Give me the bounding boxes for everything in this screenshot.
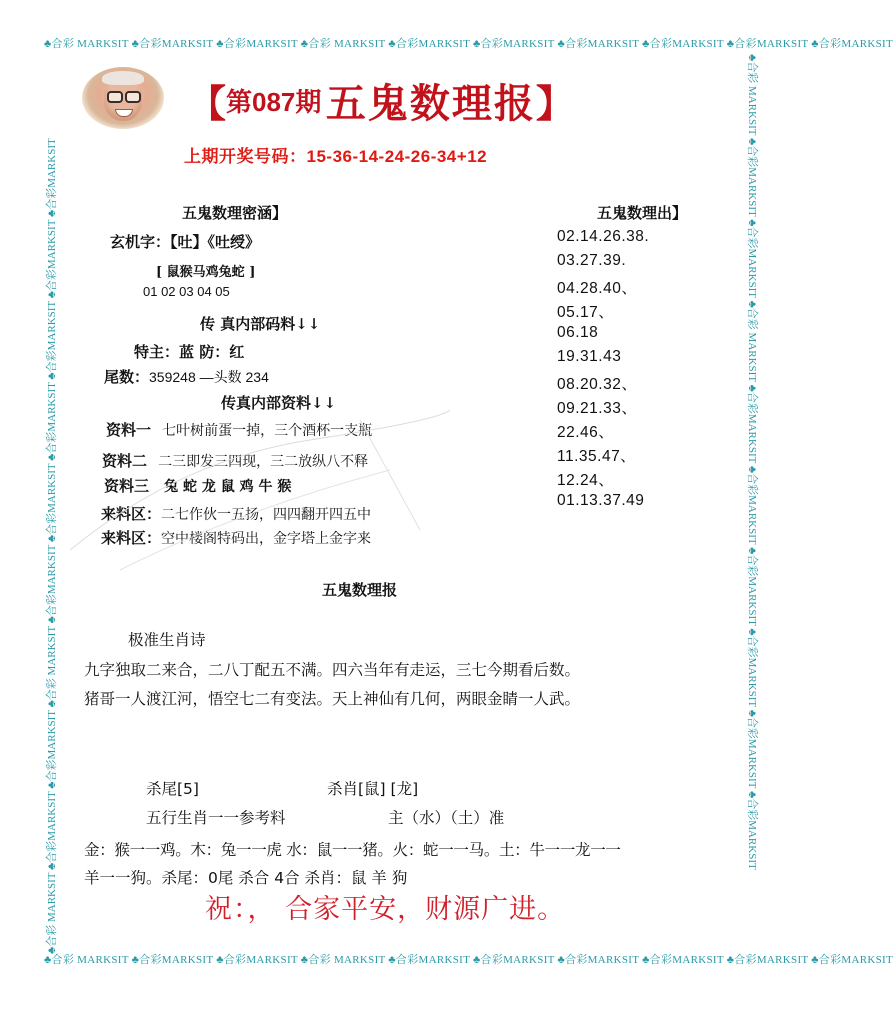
wuxing-label: 五行生肖一一参考料 [146,809,286,827]
material-label: 来料区： [101,505,162,523]
lower-heading: 五鬼数理报 [322,581,398,599]
border-left-text: ♣合彩 MARKSIT ♣合彩MARKSIT ♣合彩MARKSIT ♣合彩 MARKSIT ♣合彩MARKSIT ♣合彩MARKSIT ♣合彩MARKSIT ♣合彩MARKSIT ♣合彩MARKSIT ♣合彩MARKSIT [46,138,58,954]
border-right-text: ♣合彩 MARKSIT ♣合彩MARKSIT ♣合彩MARKSIT ♣合彩 MARKSIT ♣合彩MARKSIT ♣合彩MARKSIT ♣合彩MARKSIT ♣合彩MARKSIT ♣合彩MARKSIT ♣合彩MARKSIT [746,54,758,870]
poem-line-1: 九字独取二来合，二八丁配五不满。四六当年有走运，三七今期看后数。 [84,661,581,679]
issue-number: 第087期 [226,87,322,117]
number-line: 01.13.37.49 [557,492,645,509]
kill-tail: 杀尾[5] [146,780,199,798]
last-draw-numbers: 上期开奖号码：15-36-14-24-26-34+12 [184,147,488,166]
poem-line-2: 猪哥一人渡江河，悟空七二有变法。天上神仙有几何，两眼金睛一人武。 [84,690,581,708]
number-line: 19.31.43 [557,348,622,365]
material-row [101,503,371,524]
number-line: 08.20.32、 [557,376,638,393]
number-line: 06.18 [557,324,599,341]
title-main: 五鬼数理报 [325,80,536,127]
avatar-glasses-left [107,91,123,103]
right-heading: 五鬼数理出】 [597,204,688,222]
material-label: 资料一 [106,421,152,439]
small-numbers: 01 02 03 04 05 [143,284,230,299]
number-line: 11.35.47、 [557,448,637,465]
avatar-glasses-right [125,91,141,103]
fax-heading-2: 传真内部资料↓↓ [221,394,337,412]
wuxing-line-2: 羊一一狗。杀尾：0尾 杀合 4合 杀肖：鼠 羊 狗 [84,869,408,887]
number-line: 03.27.39. [557,252,627,269]
border-top-text: ♣合彩 MARKSIT ♣合彩MARKSIT ♣合彩MARKSIT ♣合彩 MARKSIT ♣合彩MARKSIT ♣合彩MARKSIT ♣合彩MARKSIT ♣合彩MARKSIT ♣合彩MARKSIT ♣合彩MARKSIT [44,38,893,50]
material-row [106,419,372,440]
kill-zodiac: 杀肖[鼠] [龙] [327,780,419,798]
xuanji-text: 玄机字：【吐】《吐绶》 [110,233,261,251]
number-line: 05.17、 [557,304,615,321]
border-right [744,54,760,950]
title-bracket-right: 】 [535,84,574,126]
poem-title: 极准生肖诗 [128,631,206,649]
material-text: 二七作伙一五扬，四四翻开四五中 [161,507,372,523]
tezhu-text: 特主：蓝 防：红 [134,343,245,361]
material-text: 七叶树前蛋一掉，三个酒杯一支瓶 [162,423,373,439]
fax-heading-1: 传 真内部码料↓↓ [200,315,321,333]
page-title [188,72,574,129]
wuxing-note: 主（水）（土）准 [388,809,505,827]
left-heading: 五鬼数理密涵】 [182,204,288,222]
border-bottom-text: ♣合彩 MARKSIT ♣合彩MARKSIT ♣合彩MARKSIT ♣合彩 MARKSIT ♣合彩MARKSIT ♣合彩MARKSIT ♣合彩MARKSIT ♣合彩MARKSIT ♣合彩MARKSIT ♣合彩MARKSIT [44,954,893,966]
material-row [101,527,371,548]
material-label: 资料二 [102,452,148,470]
avatar [82,67,164,129]
number-line: 02.14.26.38. [557,228,650,245]
blessing-text: 祝：， 合家平安，财源广进。 [205,894,566,925]
avatar-hair [102,71,144,85]
material-row [104,475,291,496]
number-line: 04.28.40、 [557,280,638,297]
weishu-value: 359248 —头数 234 [149,369,269,385]
weishu-label: 尾数： [104,368,150,386]
material-label: 来料区： [101,529,162,547]
right-number-list [557,228,717,528]
zodiac-group: [ 鼠猴马鸡兔蛇 ] [156,265,256,280]
border-left [44,54,60,954]
material-text: 二三即发三四现，三二放纵八不释 [158,454,369,470]
material-row [102,450,368,471]
wuxing-line-1: 金：猴一一鸡。木：兔一一虎 水：鼠一一猪。火：蛇一一马。土：牛一一龙一一 [84,841,621,859]
number-line: 22.46、 [557,424,615,441]
title-bracket-left: 【 [188,84,227,126]
material-text: 空中楼阁特码出，金字塔上金字来 [161,531,372,547]
number-line: 09.21.33、 [557,400,638,417]
weishu-row [104,366,269,387]
number-line: 12.24、 [557,472,615,489]
material-label: 资料三 [104,477,150,495]
material-text: 兔 蛇 龙 鼠 鸡 牛 猴 [164,479,292,495]
